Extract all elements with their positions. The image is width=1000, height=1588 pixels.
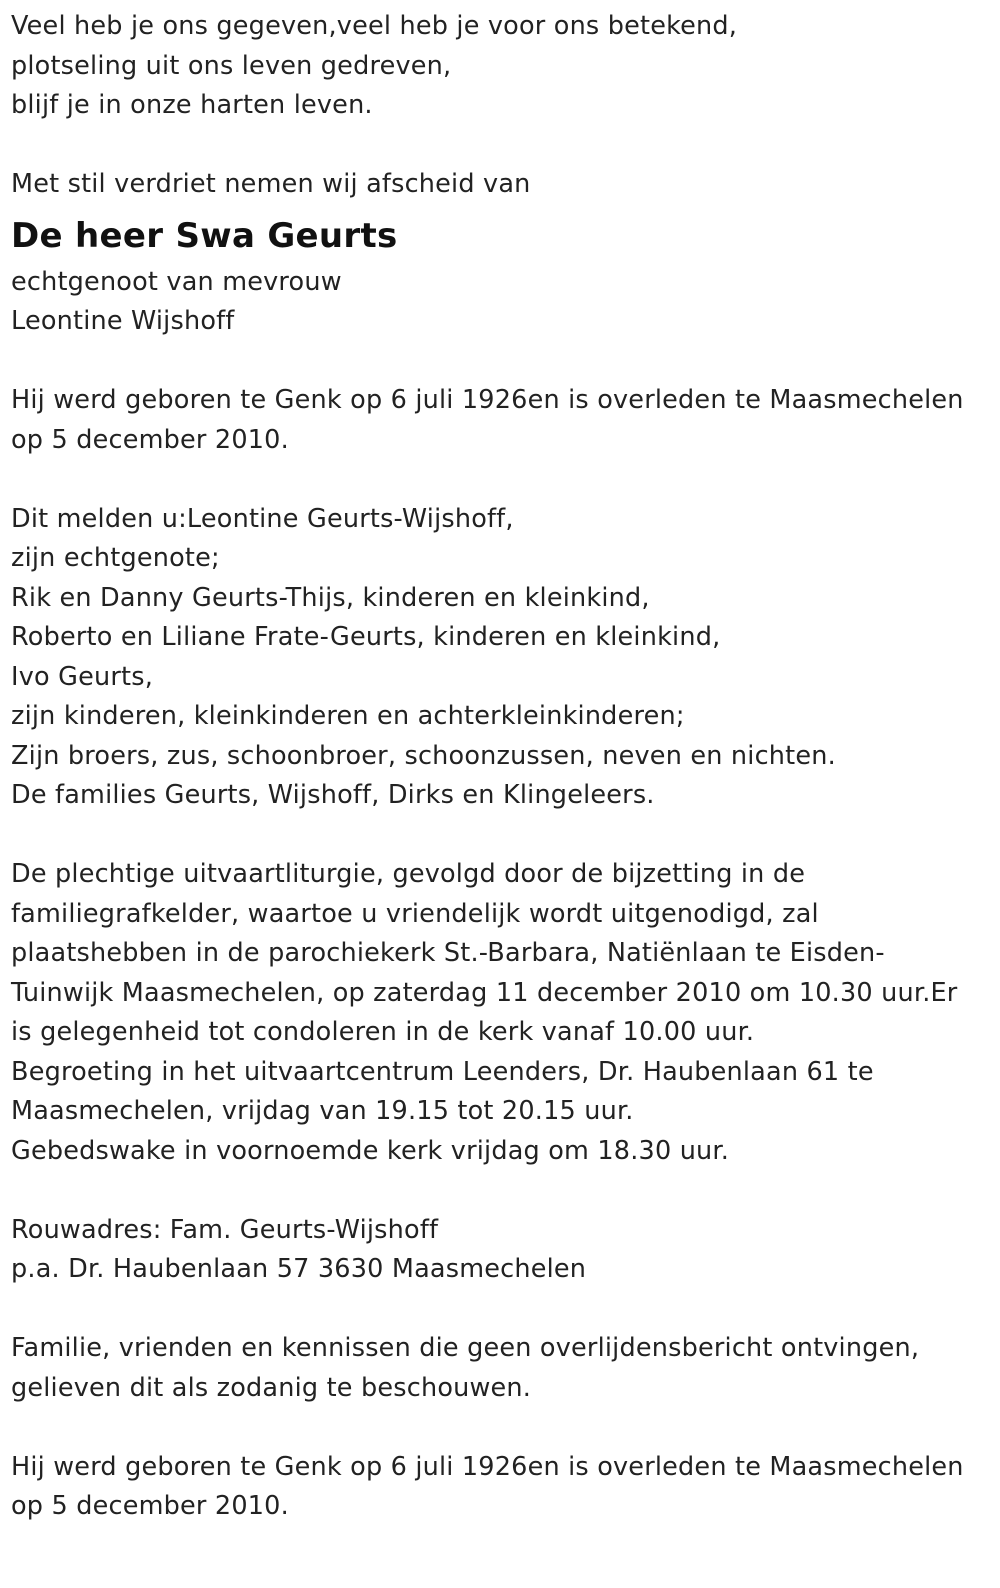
birth-death-info: [11, 381, 986, 460]
spacer: [11, 1171, 986, 1211]
notice: [11, 1329, 986, 1408]
ceremony-line: is gelegenheid tot condoleren in de kerk vanaf 10.00 uur.: [11, 1017, 755, 1047]
ceremony-line: De plechtige uitvaartliturgie, gevolgd door de bijzetting in de: [11, 859, 806, 889]
poem-line: plotseling uit ons leven gedreven,: [11, 50, 452, 81]
spouse-line: Leontine Wijshoff: [11, 306, 235, 336]
announcer-line: zijn kinderen, kleinkinderen en achterkleinkinderen;: [11, 701, 685, 731]
ceremony-line: Maasmechelen, vrijdag van 19.15 tot 20.15 uur.: [11, 1096, 634, 1126]
spacer: [11, 342, 986, 382]
poem-line: blijf je in onze harten leven.: [11, 90, 373, 120]
poem: [11, 7, 986, 126]
announcers-list: [11, 500, 986, 816]
deceased-name-heading: De heer Swa Geurts: [11, 215, 398, 256]
announcer-line: Dit melden u:Leontine Geurts-Wijshoff,: [11, 503, 514, 534]
birth-death-info-repeat: [11, 1448, 986, 1527]
address-line: Rouwadres: Fam. Geurts-Wijshoff: [11, 1214, 439, 1245]
announcer-line: Roberto en Liliane Frate-Geurts, kinderen en kleinkind,: [11, 622, 721, 652]
notice-line: gelieven dit als zodanig te beschouwen.: [11, 1372, 532, 1403]
obituary-document: [11, 7, 986, 1527]
announcer-line: Ivo Geurts,: [11, 661, 154, 692]
spacer: [11, 460, 986, 500]
ceremony-details: [11, 855, 986, 1171]
mourning-address: [11, 1211, 986, 1290]
birth-death-line: Hij werd geboren te Genk op 6 juli 1926en is overleden te Maasmechelen: [11, 1451, 964, 1482]
spouse-line: echtgenoot van mevrouw: [11, 266, 342, 297]
ceremony-line: Gebedswake in voornoemde kerk vrijdag om 18.30 uur.: [11, 1135, 730, 1166]
intro-text: Met stil verdriet nemen wij afscheid van: [11, 169, 531, 199]
spacer: [11, 816, 986, 856]
ceremony-line: Tuinwijk Maasmechelen, op zaterdag 11 december 2010 om 10.30 uur.Er: [11, 977, 958, 1008]
ceremony-line: plaatshebben in de parochiekerk St.-Barbara, Natiënlaan te Eisden-: [11, 938, 885, 968]
spacer: [11, 1408, 986, 1448]
spacer: [11, 126, 986, 166]
announcer-line: Rik en Danny Geurts-Thijs, kinderen en kleinkind,: [11, 582, 650, 613]
announcer-line: zijn echtgenote;: [11, 543, 220, 573]
announcer-line: De families Geurts, Wijshoff, Dirks en Klingeleers.: [11, 780, 655, 810]
address-line: p.a. Dr. Haubenlaan 57 3630 Maasmechelen: [11, 1254, 587, 1284]
ceremony-line: familiegrafkelder, waartoe u vriendelijk wordt uitgenodigd, zal: [11, 898, 819, 929]
poem-line: Veel heb je ons gegeven,veel heb je voor ons betekend,: [11, 11, 738, 41]
announcer-line: Zijn broers, zus, schoonbroer, schoonzussen, neven en nichten.: [11, 740, 836, 771]
ceremony-line: Begroeting in het uitvaartcentrum Leenders, Dr. Haubenlaan 61 te: [11, 1056, 874, 1087]
birth-death-line: op 5 december 2010.: [11, 424, 289, 455]
notice-line: Familie, vrienden en kennissen die geen overlijdensbericht ontvingen,: [11, 1333, 920, 1363]
spacer: [11, 1290, 986, 1330]
spouse-info: [11, 263, 986, 342]
birth-death-line: Hij werd geboren te Genk op 6 juli 1926en is overleden te Maasmechelen: [11, 385, 964, 415]
birth-death-line: op 5 december 2010.: [11, 1491, 289, 1521]
